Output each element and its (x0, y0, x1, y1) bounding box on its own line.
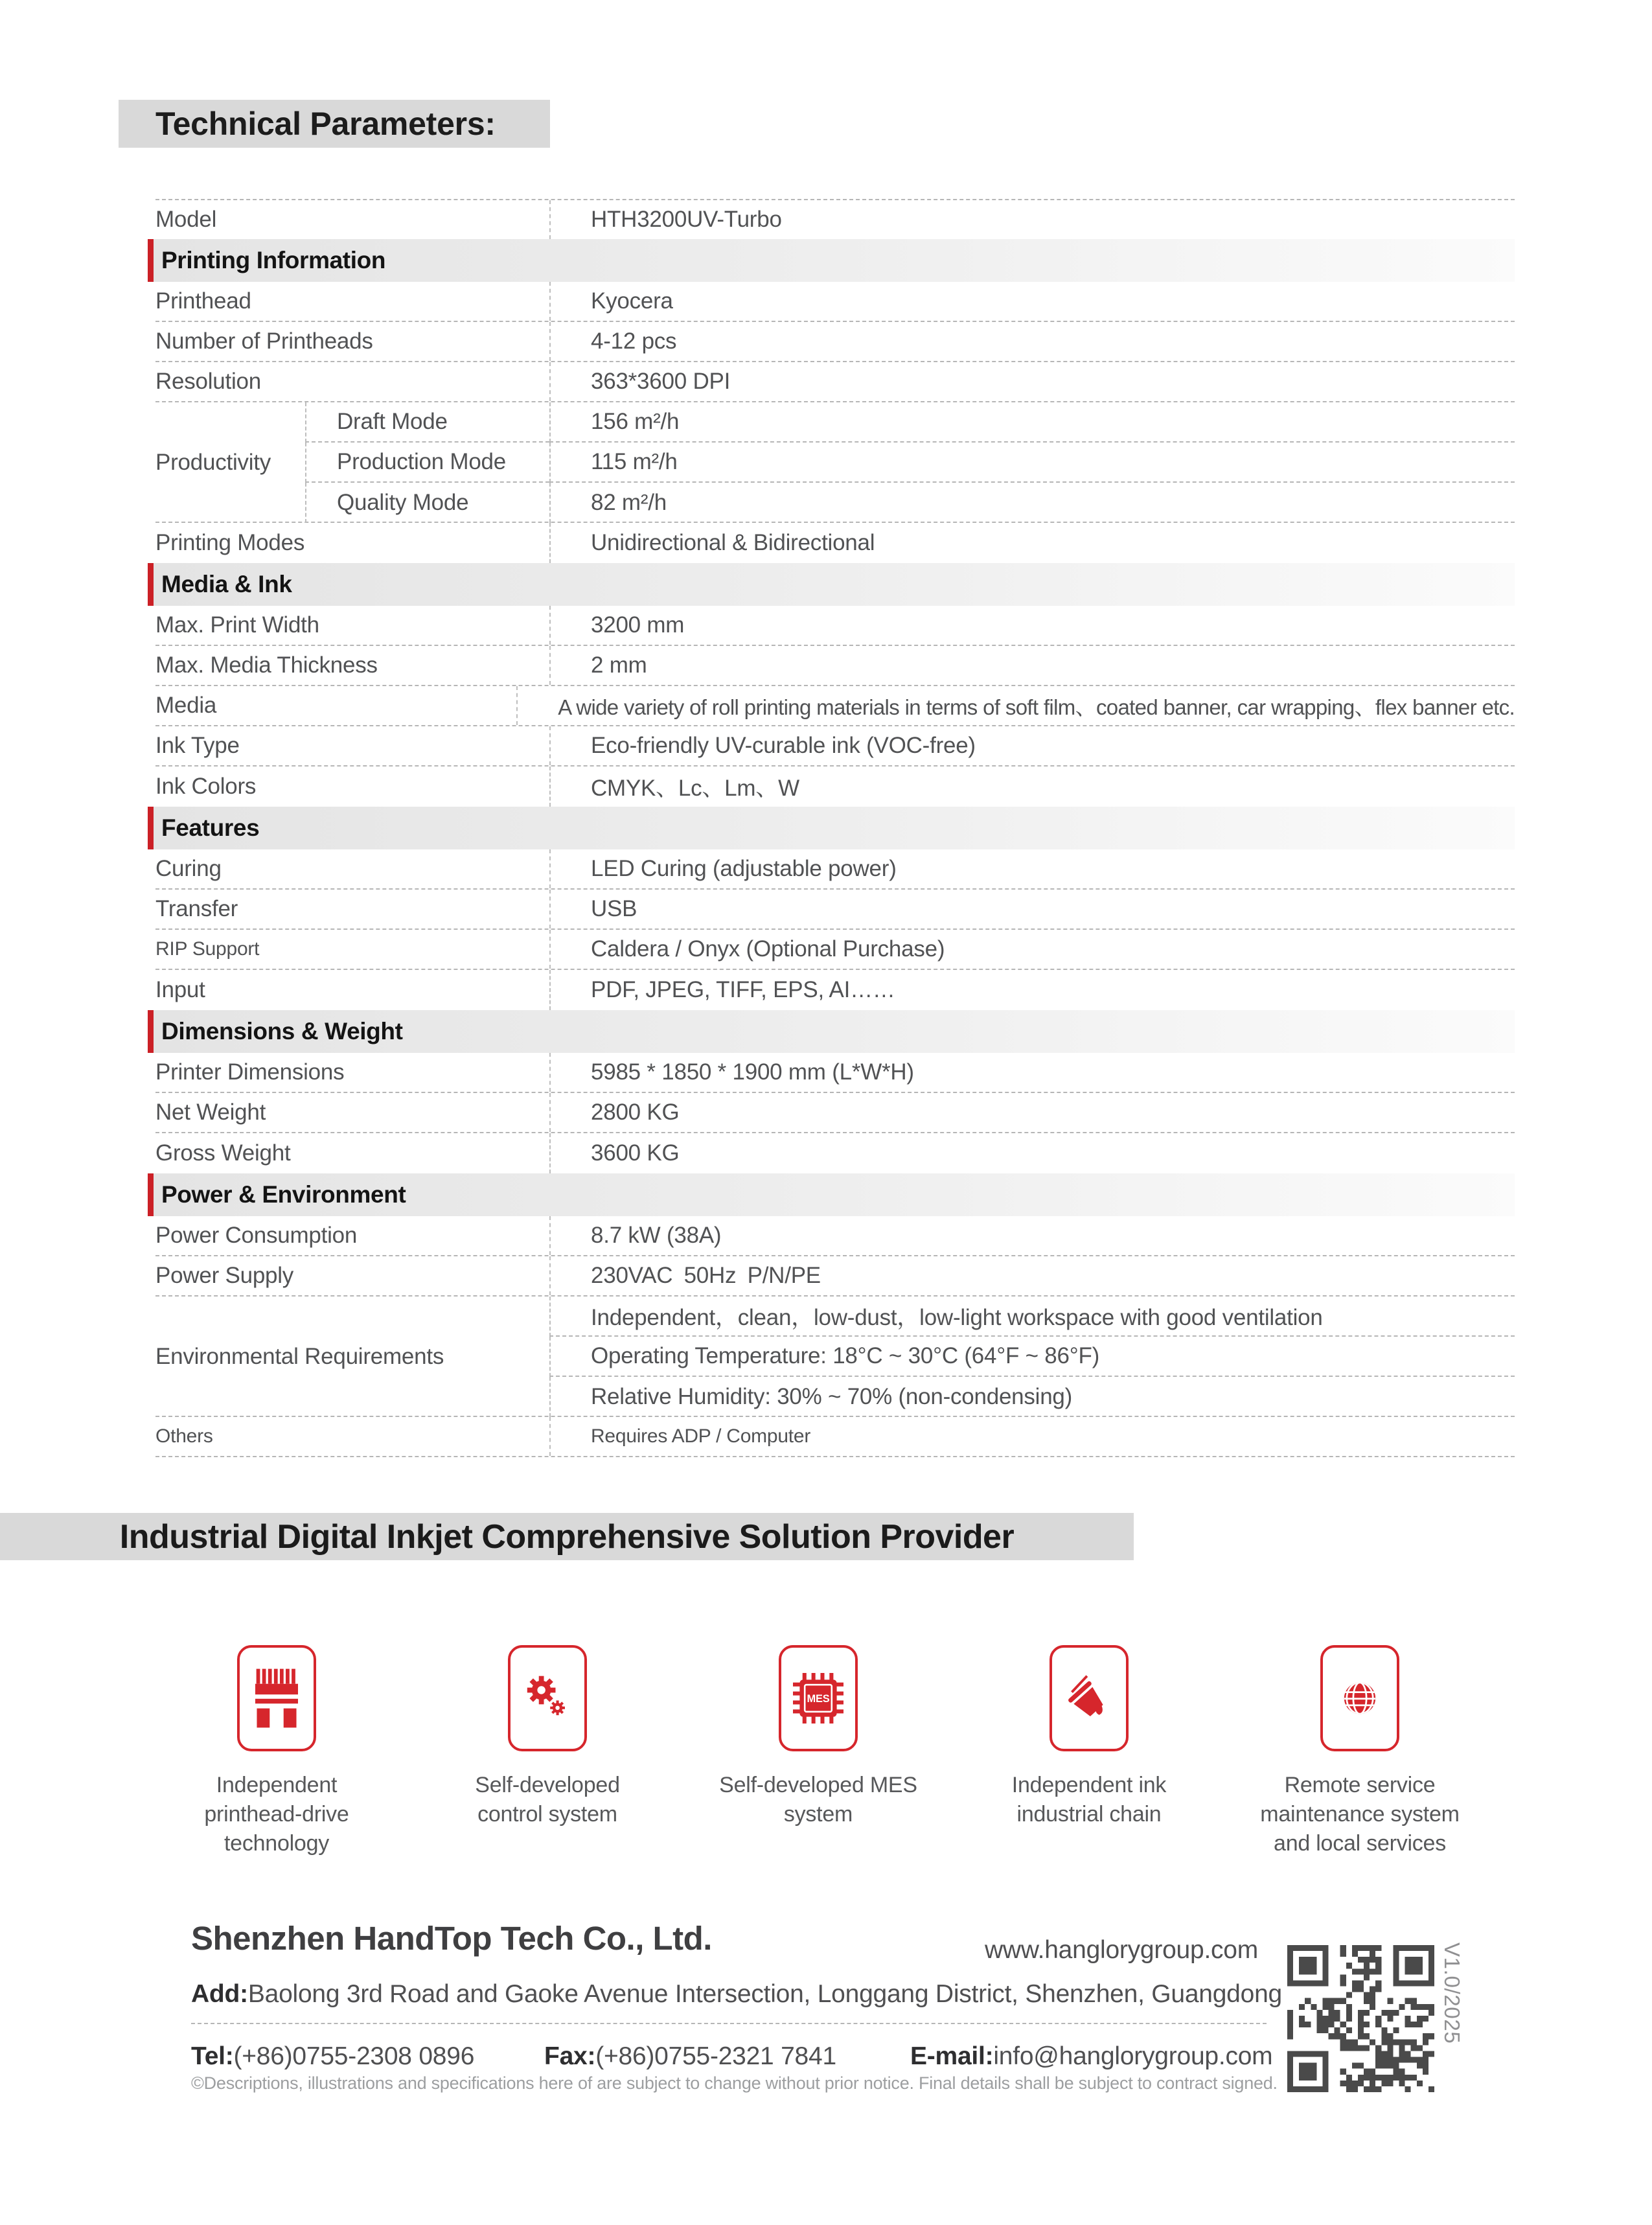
row-value: Eco-friendly UV-curable ink (VOC-free) (549, 726, 1515, 765)
printhead-icon (237, 1645, 316, 1751)
svg-text:MES: MES (807, 1693, 830, 1705)
address-label: Add: (191, 1980, 248, 2008)
fax: Fax:(+86)0755-2321 7841 (544, 2042, 836, 2070)
address-line (191, 1980, 1282, 2009)
row-value: Caldera / Onyx (Optional Purchase) (549, 930, 1515, 969)
section-header-media-ink: Media & Ink (148, 563, 1515, 606)
row-value: 363*3600 DPI (549, 362, 1515, 401)
sub-row-value: 156 m²/h (549, 402, 1515, 443)
row-label: Power Consumption (155, 1223, 358, 1248)
sub-row-value: Operating Temperature: 18°C ~ 30°C (64°F ~ 86°F) (549, 1337, 1515, 1377)
table-row (155, 1133, 1515, 1173)
row-label: Number of Printheads (155, 329, 373, 354)
sub-row-label: Quality Mode (305, 483, 549, 523)
row-label: Power Supply (155, 1263, 294, 1288)
table-row (155, 890, 1515, 930)
table-row (155, 1053, 1515, 1093)
row-label: Input (155, 977, 205, 1002)
row-label: Max. Print Width (155, 612, 319, 638)
table-row (155, 970, 1515, 1010)
row-value: CMYK、Lc、Lm、W (549, 767, 1515, 807)
table-row (155, 767, 1515, 807)
disclaimer-text: ©Descriptions, illustrations and specifications here of are subject to change without prior notice. Final details shall be subject to contract signed. (191, 2073, 1278, 2093)
page-title: Technical Parameters: (155, 106, 496, 142)
row-label: Media (155, 693, 217, 718)
table-row (155, 1256, 1515, 1297)
section-header-features: Features (148, 807, 1515, 849)
highlights-row (141, 1645, 1495, 1858)
company-name: Shenzhen HandTop Tech Co., Ltd. (191, 1920, 712, 1957)
sub-row-value: 115 m²/h (549, 443, 1515, 483)
slogan-text: Industrial Digital Inkjet Comprehensive Solution Provider (119, 1517, 1015, 1556)
table-row (155, 849, 1515, 890)
mes-chip-icon (779, 1645, 858, 1751)
row-value: Unidirectional & Bidirectional (549, 523, 1515, 563)
table-row (155, 362, 1515, 402)
row-value: A wide variety of roll printing materials in terms of soft film、coated banner, car wrapping、flex banner etc. (516, 686, 1515, 725)
row-value: 2800 KG (549, 1093, 1515, 1132)
row-value: 230VAC 50Hz P/N/PE (549, 1256, 1515, 1295)
row-value: 4-12 pcs (549, 322, 1515, 361)
row-label: Curing (155, 856, 222, 881)
sub-row-value: Relative Humidity: 30% ~ 70% (non-condensing) (549, 1377, 1515, 1417)
row-value: USB (549, 890, 1515, 928)
table-row (155, 606, 1515, 646)
row-value: 8.7 kW (38A) (549, 1216, 1515, 1255)
productivity-group-row (155, 402, 1515, 523)
row-value: 2 mm (549, 646, 1515, 685)
table-row (155, 1216, 1515, 1256)
globe-icon (1320, 1645, 1399, 1751)
sub-row-value: 82 m²/h (549, 483, 1515, 523)
table-row (155, 322, 1515, 362)
row-label: Max. Media Thickness (155, 652, 378, 678)
highlight-label: Self-developed control system (475, 1773, 620, 1827)
row-label: Ink Colors (155, 774, 257, 799)
website-link[interactable]: www.hanglorygroup.com (985, 1936, 1258, 1964)
table-row (155, 726, 1515, 767)
email-link[interactable]: E-mail:info@hanglorygroup.com (910, 2042, 1273, 2070)
row-value: Kyocera (549, 282, 1515, 321)
table-row (155, 199, 1515, 239)
row-label: Others (155, 1425, 213, 1447)
slogan-banner (0, 1513, 1134, 1560)
qr-code (1287, 1945, 1434, 2092)
table-row (155, 1093, 1515, 1133)
table-row (155, 646, 1515, 686)
section-header-dimensions-weight: Dimensions & Weight (148, 1010, 1515, 1053)
row-label: Net Weight (155, 1100, 266, 1125)
contact-line (191, 2042, 1292, 2075)
highlight-label: Remote service maintenance system and local services (1260, 1773, 1460, 1856)
table-row (155, 686, 1515, 726)
row-label: Printhead (155, 288, 251, 314)
footer-divider (191, 2023, 1267, 2024)
row-label: Ink Type (155, 733, 240, 758)
sub-row-value: Independent，clean，low-dust，low-light workspace with good ventilation (549, 1297, 1515, 1337)
highlight-card (412, 1645, 683, 1858)
version-label: V1.0/2025 (1440, 1943, 1464, 2044)
row-label: Productivity (155, 450, 271, 475)
telephone: Tel:(+86)0755-2308 0896 (191, 2042, 475, 2070)
row-value: PDF, JPEG, TIFF, EPS, AI…… (549, 970, 1515, 1010)
highlight-label: Independent ink industrial chain (1011, 1773, 1167, 1827)
row-label: Environmental Requirements (155, 1344, 444, 1369)
page-title-bar (119, 100, 550, 148)
gears-icon (508, 1645, 587, 1751)
sub-row-label: Draft Mode (305, 402, 549, 443)
sub-row-label: Production Mode (305, 443, 549, 483)
row-value: HTH3200UV-Turbo (549, 200, 1515, 239)
ink-bucket-icon (1050, 1645, 1129, 1751)
section-header-printing-information: Printing Information (148, 239, 1515, 282)
row-label: Model (155, 207, 217, 232)
table-row (155, 282, 1515, 322)
section-header-power-environment: Power & Environment (148, 1173, 1515, 1216)
table-row (155, 930, 1515, 970)
highlight-card (683, 1645, 954, 1858)
highlight-card (1224, 1645, 1495, 1858)
row-label: RIP Support (155, 938, 260, 960)
spec-table (148, 199, 1515, 1457)
table-row (155, 523, 1515, 563)
highlight-label: Independent printhead-drive technology (204, 1773, 349, 1856)
highlight-card (954, 1645, 1224, 1858)
address-text: Baolong 3rd Road and Gaoke Avenue Intersection, Longgang District, Shenzhen, Guangdong (247, 1980, 1282, 2008)
row-value: 5985 * 1850 * 1900 mm (L*W*H) (549, 1053, 1515, 1092)
row-value: Requires ADP / Computer (549, 1417, 1515, 1456)
row-label: Printing Modes (155, 530, 305, 555)
row-label: Printer Dimensions (155, 1059, 345, 1085)
row-label: Transfer (155, 896, 238, 921)
row-value: 3200 mm (549, 606, 1515, 645)
highlight-label: Self-developed MES system (719, 1773, 917, 1827)
environmental-group-row (155, 1297, 1515, 1417)
row-label: Resolution (155, 369, 261, 394)
row-label: Gross Weight (155, 1140, 291, 1166)
table-row (155, 1417, 1515, 1457)
row-value: 3600 KG (549, 1133, 1515, 1173)
row-value: LED Curing (adjustable power) (549, 849, 1515, 888)
highlight-card (141, 1645, 412, 1858)
